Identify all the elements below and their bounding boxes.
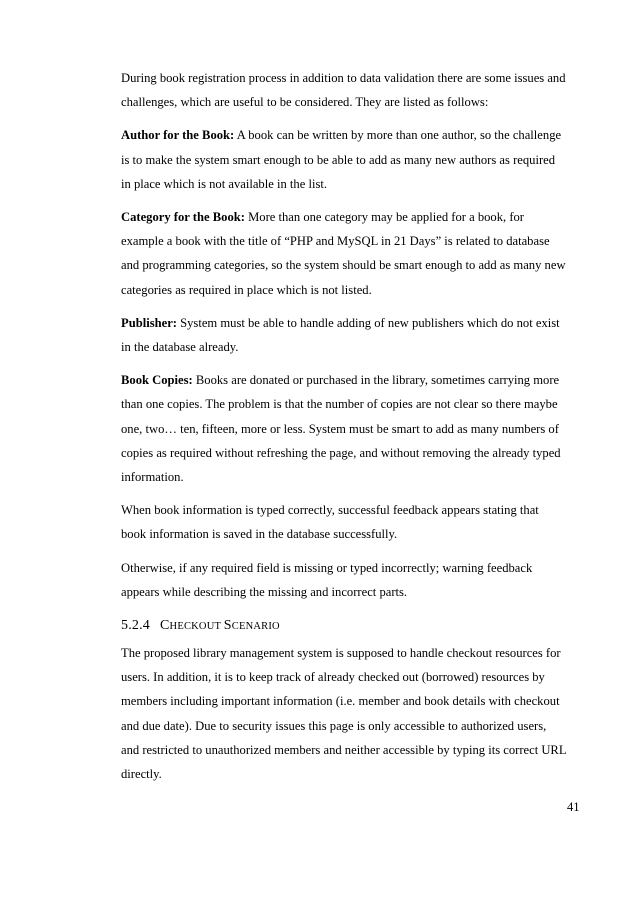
text-line: information.	[121, 470, 184, 485]
text-line: users. In addition, it is to keep track of already checked out (borrowed) resources by	[121, 670, 545, 685]
text-run: System must be able to handle adding of new publishers which do not exist	[176, 315, 560, 330]
text-line: in the database already.	[121, 340, 239, 355]
publisher-paragraph	[121, 311, 581, 359]
text-line: challenges, which are useful to be considered. They are listed as follows:	[121, 95, 489, 110]
success-feedback-paragraph	[121, 498, 581, 546]
text-line: book information is saved in the database successfully.	[121, 527, 398, 542]
text-line: The proposed library management system is supposed to handle checkout resources for	[121, 646, 561, 661]
page-number: 41	[567, 800, 580, 814]
checkout-paragraph	[121, 641, 581, 786]
category-paragraph	[121, 205, 581, 302]
text-line	[121, 311, 581, 335]
text-line: and programming categories, so the system should be smart enough to add as many new	[121, 258, 566, 273]
text-line: and due date). Due to security issues this page is only accessible to authorized users,	[121, 718, 547, 733]
text-line: in place which is not available in the list.	[121, 176, 327, 191]
author-paragraph	[121, 123, 581, 196]
text-line: During book registration process in addition to data validation there are some issues and	[121, 71, 566, 85]
text-line: Otherwise, if any required field is missing or typed incorrectly; warning feedback	[121, 560, 533, 575]
section-heading	[121, 614, 581, 639]
section-title-part: CENARIO	[231, 621, 280, 633]
book-copies-paragraph	[121, 368, 581, 489]
document-page	[121, 66, 581, 795]
text-line	[121, 368, 581, 392]
text-run: Books are donated or purchased in the library, sometimes carrying more	[192, 373, 560, 388]
section-number: 5.2.4	[121, 618, 150, 634]
text-run: A book can be written by more than one author, so the challenge	[234, 128, 562, 143]
bold-lead: Publisher:	[121, 315, 177, 330]
warning-feedback-paragraph	[121, 556, 581, 604]
text-line: directly.	[121, 767, 162, 782]
text-line: is to make the system smart enough to be able to add as many new authors as required	[121, 152, 556, 167]
text-line	[121, 123, 581, 147]
text-line: and restricted to unauthorized members and neither accessible by typing its correct URL	[121, 742, 567, 757]
section-title-initial: S	[223, 618, 232, 634]
text-line: copies as required without refreshing the page, and without removing the already typed	[121, 445, 561, 460]
text-run: More than one category may be applied for a book, for	[244, 210, 524, 225]
bold-lead: Category for the Book:	[121, 210, 245, 225]
text-line	[121, 205, 581, 229]
section-title-initial: C	[160, 618, 170, 634]
text-line: members including important information (i.e. member and book details with checkout	[121, 694, 560, 709]
section-title-part: HECKOUT	[169, 621, 224, 633]
text-line: appears while describing the missing and incorrect parts.	[121, 584, 408, 599]
text-line: example a book with the title of “PHP and MySQL in 21 Days” is related to database	[121, 234, 550, 249]
text-line: than one copies. The problem is that the number of copies are not clear so there maybe	[121, 397, 558, 412]
intro-paragraph	[121, 66, 581, 114]
text-line: When book information is typed correctly, successful feedback appears stating that	[121, 503, 539, 518]
bold-lead: Book Copies:	[121, 373, 193, 388]
text-line: categories as required in place which is not listed.	[121, 282, 372, 297]
bold-lead: Author for the Book:	[121, 128, 235, 143]
text-line: one, two… ten, fifteen, more or less. System must be smart to add as many numbers of	[121, 421, 559, 436]
